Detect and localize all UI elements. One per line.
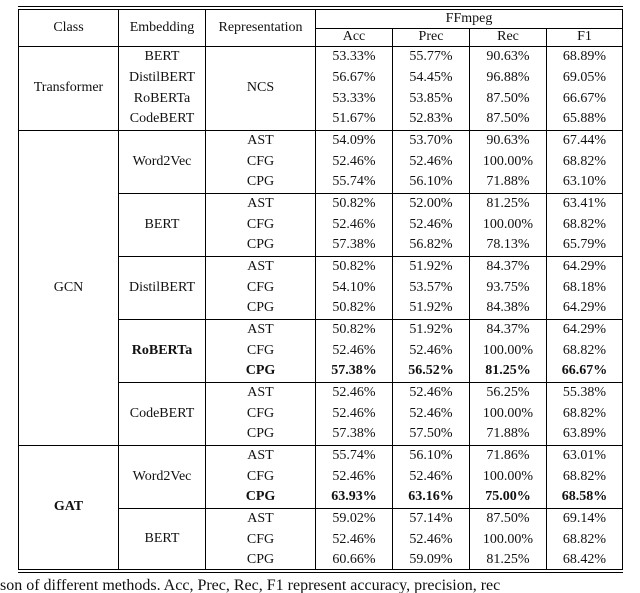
metric-value: 84.37% — [470, 256, 547, 277]
metric-value: 57.38% — [316, 235, 393, 256]
metric-value: 52.46% — [393, 340, 470, 361]
metric-value: 54.10% — [316, 277, 393, 298]
representation-cell: CFG — [206, 466, 316, 487]
metric-value: 87.50% — [470, 88, 547, 109]
representation-cell: AST — [206, 445, 316, 466]
metric-value: 100.00% — [470, 403, 547, 424]
metric-value: 63.10% — [547, 172, 623, 193]
header-class: Class — [19, 8, 119, 46]
metric-value: 56.10% — [393, 445, 470, 466]
representation-cell: CPG — [206, 550, 316, 571]
metric-value: 51.92% — [393, 319, 470, 340]
embedding-cell: BERT — [119, 508, 206, 571]
representation-cell: CPG — [206, 298, 316, 319]
table-header — [19, 8, 623, 46]
metric-value: 100.00% — [470, 466, 547, 487]
metric-value: 51.92% — [393, 298, 470, 319]
metric-value: 65.79% — [547, 235, 623, 256]
header-metric-prec: Prec — [393, 28, 470, 46]
metric-value: 51.92% — [393, 256, 470, 277]
representation-cell: CFG — [206, 529, 316, 550]
metric-value: 50.82% — [316, 298, 393, 319]
representation-cell: AST — [206, 508, 316, 529]
embedding-cell: DistilBERT — [119, 256, 206, 319]
metric-value: 52.83% — [393, 109, 470, 130]
metric-value: 50.82% — [316, 193, 393, 214]
metric-value: 100.00% — [470, 214, 547, 235]
metric-value: 90.63% — [470, 130, 547, 151]
metric-value: 50.82% — [316, 256, 393, 277]
header-metric-acc: Acc — [316, 28, 393, 46]
metric-value: 64.29% — [547, 256, 623, 277]
representation-cell: AST — [206, 382, 316, 403]
class-cell: GAT — [19, 445, 119, 571]
metric-value: 52.46% — [316, 340, 393, 361]
metric-value: 75.00% — [470, 487, 547, 508]
metric-value: 56.67% — [316, 67, 393, 88]
representation-cell: CFG — [206, 403, 316, 424]
metric-value: 81.25% — [470, 361, 547, 382]
metric-value: 52.00% — [393, 193, 470, 214]
metric-value: 68.82% — [547, 151, 623, 172]
metric-value: 53.33% — [316, 88, 393, 109]
metric-value: 64.29% — [547, 319, 623, 340]
representation-cell: CFG — [206, 340, 316, 361]
metric-value: 56.10% — [393, 172, 470, 193]
embedding-cell: CodeBERT — [119, 109, 206, 130]
class-cell: GCN — [19, 130, 119, 445]
metric-value: 59.09% — [393, 550, 470, 571]
metric-value: 63.89% — [547, 424, 623, 445]
class-cell: Transformer — [19, 46, 119, 130]
metric-value: 52.46% — [316, 529, 393, 550]
results-table — [18, 6, 623, 573]
metric-value: 52.46% — [316, 382, 393, 403]
metric-value: 68.18% — [547, 277, 623, 298]
header-representation: Representation — [206, 8, 316, 46]
representation-cell: CFG — [206, 151, 316, 172]
metric-value: 53.85% — [393, 88, 470, 109]
representation-cell: AST — [206, 256, 316, 277]
metric-value: 68.82% — [547, 340, 623, 361]
representation-cell: CPG — [206, 487, 316, 508]
table-row — [19, 445, 623, 466]
table-caption: son of different methods. Acc, Prec, Rec, F1 represent accuracy, precision, rec — [0, 577, 501, 593]
metric-value: 53.57% — [393, 277, 470, 298]
representation-cell: AST — [206, 193, 316, 214]
metric-value: 52.46% — [393, 151, 470, 172]
metric-value: 52.46% — [393, 382, 470, 403]
metric-value: 100.00% — [470, 529, 547, 550]
header-embedding: Embedding — [119, 8, 206, 46]
representation-cell: CPG — [206, 172, 316, 193]
embedding-cell: BERT — [119, 46, 206, 67]
metric-value: 66.67% — [547, 88, 623, 109]
metric-value: 63.41% — [547, 193, 623, 214]
representation-cell: CPG — [206, 424, 316, 445]
representation-cell: CFG — [206, 214, 316, 235]
representation-cell: CFG — [206, 277, 316, 298]
embedding-cell: RoBERTa — [119, 319, 206, 382]
metric-value: 55.38% — [547, 382, 623, 403]
metric-value: 52.46% — [316, 403, 393, 424]
metric-value: 68.82% — [547, 529, 623, 550]
metric-value: 71.88% — [470, 424, 547, 445]
metric-value: 52.46% — [393, 403, 470, 424]
metric-value: 64.29% — [547, 298, 623, 319]
metric-value: 52.46% — [316, 151, 393, 172]
header-dataset: FFmpeg — [316, 8, 623, 28]
metric-value: 69.05% — [547, 67, 623, 88]
embedding-cell: CodeBERT — [119, 382, 206, 445]
metric-value: 84.37% — [470, 319, 547, 340]
metric-value: 60.66% — [316, 550, 393, 571]
metric-value: 71.86% — [470, 445, 547, 466]
metric-value: 100.00% — [470, 340, 547, 361]
metric-value: 54.45% — [393, 67, 470, 88]
metric-value: 52.46% — [393, 529, 470, 550]
metric-value: 57.38% — [316, 424, 393, 445]
embedding-cell: BERT — [119, 193, 206, 256]
header-row-top — [19, 8, 623, 28]
metric-value: 52.46% — [393, 214, 470, 235]
metric-value: 69.14% — [547, 508, 623, 529]
metric-value: 87.50% — [470, 109, 547, 130]
metric-value: 57.14% — [393, 508, 470, 529]
metric-value: 56.52% — [393, 361, 470, 382]
table-body — [19, 46, 623, 571]
metric-value: 81.25% — [470, 550, 547, 571]
embedding-cell: RoBERTa — [119, 88, 206, 109]
metric-value: 68.42% — [547, 550, 623, 571]
metric-value: 63.01% — [547, 445, 623, 466]
representation-cell: AST — [206, 130, 316, 151]
metric-value: 68.82% — [547, 214, 623, 235]
metric-value: 67.44% — [547, 130, 623, 151]
metric-value: 52.46% — [316, 466, 393, 487]
metric-value: 93.75% — [470, 277, 547, 298]
table-row — [19, 130, 623, 151]
metric-value: 55.74% — [316, 445, 393, 466]
metric-value: 56.25% — [470, 382, 547, 403]
metric-value: 54.09% — [316, 130, 393, 151]
metric-value: 81.25% — [470, 193, 547, 214]
metric-value: 51.67% — [316, 109, 393, 130]
metric-value: 50.82% — [316, 319, 393, 340]
header-metric-rec: Rec — [470, 28, 547, 46]
metric-value: 63.93% — [316, 487, 393, 508]
metric-value: 53.70% — [393, 130, 470, 151]
metric-value: 65.88% — [547, 109, 623, 130]
header-metric-f1: F1 — [547, 28, 623, 46]
metric-value: 63.16% — [393, 487, 470, 508]
metric-value: 68.82% — [547, 466, 623, 487]
metric-value: 53.33% — [316, 46, 393, 67]
metric-value: 55.77% — [393, 46, 470, 67]
metric-value: 68.82% — [547, 403, 623, 424]
metric-value: 68.58% — [547, 487, 623, 508]
metric-value: 52.46% — [316, 214, 393, 235]
representation-cell: NCS — [206, 46, 316, 130]
table-row — [19, 46, 623, 67]
metric-value: 84.38% — [470, 298, 547, 319]
metric-value: 100.00% — [470, 151, 547, 172]
embedding-cell: DistilBERT — [119, 67, 206, 88]
metric-value: 56.82% — [393, 235, 470, 256]
metric-value: 59.02% — [316, 508, 393, 529]
metric-value: 68.89% — [547, 46, 623, 67]
representation-cell: CPG — [206, 361, 316, 382]
metric-value: 71.88% — [470, 172, 547, 193]
metric-value: 78.13% — [470, 235, 547, 256]
metric-value: 55.74% — [316, 172, 393, 193]
metric-value: 57.50% — [393, 424, 470, 445]
embedding-cell: Word2Vec — [119, 445, 206, 508]
representation-cell: AST — [206, 319, 316, 340]
metric-value: 96.88% — [470, 67, 547, 88]
metric-value: 90.63% — [470, 46, 547, 67]
representation-cell: CPG — [206, 235, 316, 256]
metric-value: 52.46% — [393, 466, 470, 487]
metric-value: 87.50% — [470, 508, 547, 529]
metric-value: 57.38% — [316, 361, 393, 382]
metric-value: 66.67% — [547, 361, 623, 382]
embedding-cell: Word2Vec — [119, 130, 206, 193]
